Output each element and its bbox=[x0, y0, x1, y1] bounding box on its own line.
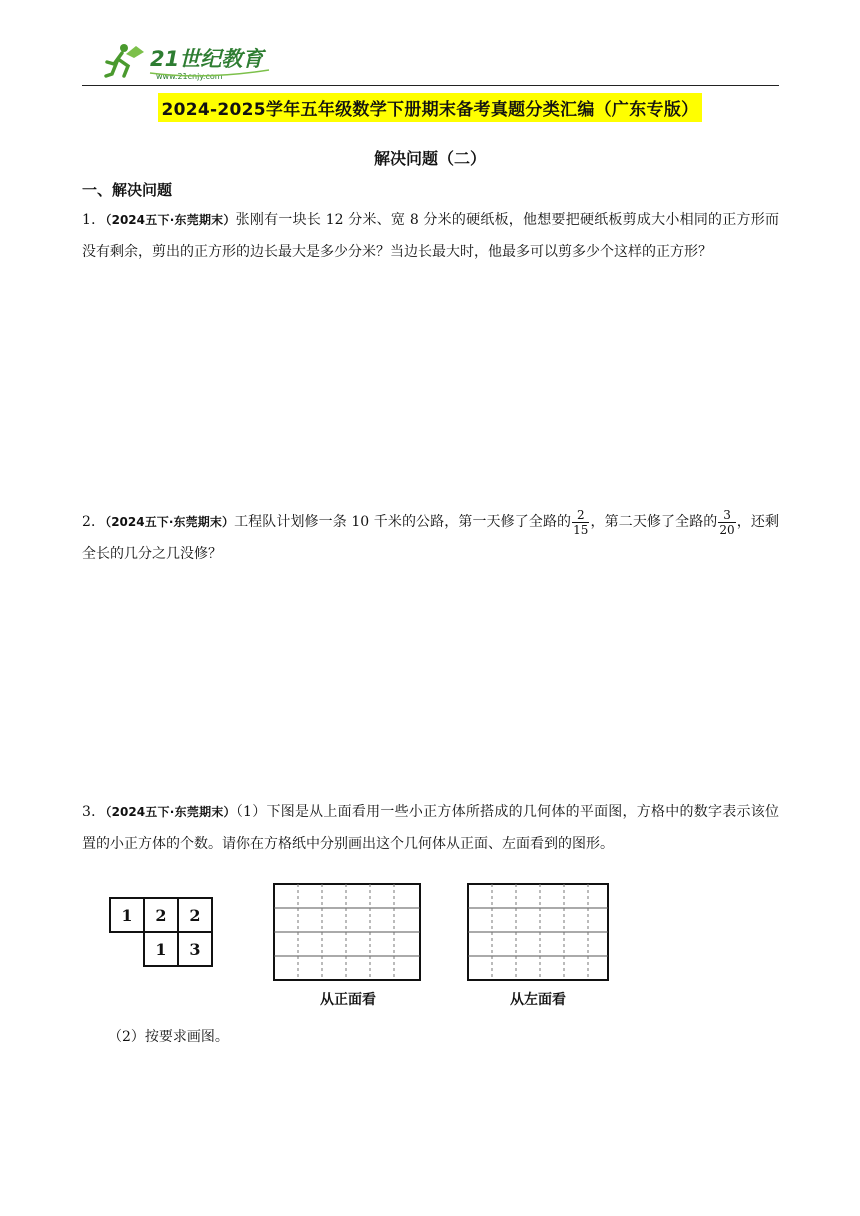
fraction-2-15 bbox=[572, 508, 589, 537]
question-source: （2024五下·东莞期末） bbox=[105, 805, 236, 819]
question-source: （2024五下·东莞期末） bbox=[105, 515, 235, 529]
logo-text: 21世纪教育 bbox=[150, 47, 264, 71]
question-source: （2024五下·东莞期末） bbox=[105, 213, 236, 227]
question-3 bbox=[82, 796, 779, 860]
document-title: 2024-2025学年五年级数学下册期末备考真题分类汇编（广东专版） bbox=[158, 93, 703, 122]
document-subtitle: 解决问题（二） bbox=[373, 149, 486, 168]
title-wrapper bbox=[0, 93, 860, 122]
grid-cell-value: 3 bbox=[189, 940, 201, 959]
front-view-drawing-grid bbox=[274, 884, 420, 980]
grid-cell-value: 1 bbox=[155, 940, 167, 959]
runner-icon bbox=[106, 44, 144, 76]
fraction-numerator: 3 bbox=[718, 508, 735, 523]
logo bbox=[104, 40, 274, 84]
question-text-b: ，第二天修了全路的 bbox=[590, 514, 718, 530]
question-2 bbox=[82, 506, 779, 570]
question-number: 1． bbox=[82, 212, 106, 228]
question-number: 3． bbox=[82, 804, 106, 820]
question-1 bbox=[82, 204, 779, 268]
grid-cell-value: 2 bbox=[155, 906, 167, 925]
front-view-label: 从正面看 bbox=[320, 992, 376, 1008]
question-text-c: ，还剩全长的几分之几没修？ bbox=[82, 514, 779, 562]
left-view-label: 从左面看 bbox=[510, 992, 566, 1008]
grid-cell-value: 2 bbox=[189, 906, 201, 925]
fraction-numerator: 2 bbox=[572, 508, 589, 523]
header-divider bbox=[82, 85, 779, 86]
question-part1: （1）下图是从上面看用一些小正方体所搭成的几何体的平面图，方格中的数字表示该位置的小正方体的个数。请你在方格纸中分别画出这个几何体从正面、左面看到的图形。 bbox=[82, 804, 779, 852]
question-number: 2． bbox=[82, 514, 106, 530]
fraction-denominator: 20 bbox=[719, 522, 735, 537]
question-text: 张刚有一块长 12 分米、宽 8 分米的硬纸板，他想要把硬纸板剪成大小相同的正方形而没有剩余，剪出的正方形的边长最大是多少分米？当边长最大时，他最多可以剪多少个这样的正方形？ bbox=[82, 212, 779, 260]
logo-url: www.21cnjy.com bbox=[156, 72, 223, 81]
fraction-denominator: 15 bbox=[573, 522, 589, 537]
question-3-figure bbox=[108, 880, 618, 1010]
left-view-drawing-grid bbox=[468, 884, 608, 980]
question-3-part2: （2）按要求画图。 bbox=[108, 1029, 229, 1045]
fraction-3-20 bbox=[718, 508, 735, 537]
question-text-a: 工程队计划修一条 10 千米的公路，第一天修了全路的 bbox=[234, 514, 572, 530]
grid-cell-value: 1 bbox=[121, 906, 133, 925]
section-heading: 一、解决问题 bbox=[82, 181, 173, 199]
